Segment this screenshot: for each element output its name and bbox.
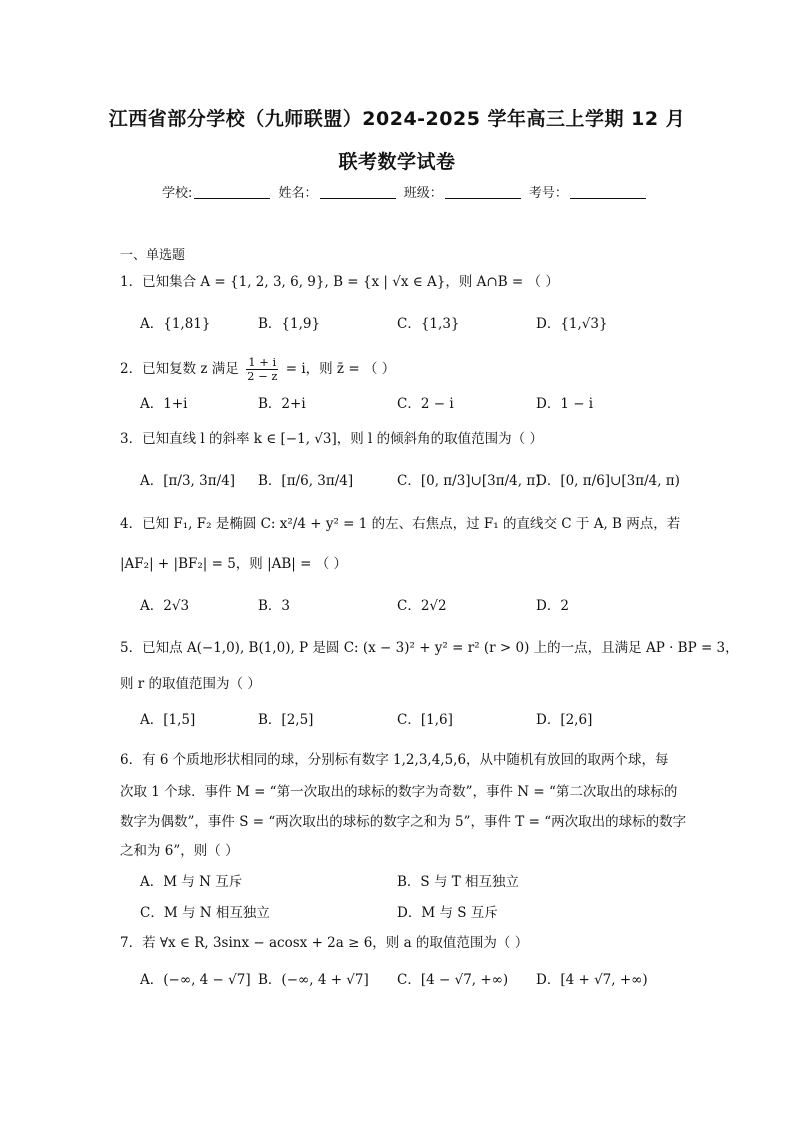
- class-blank[interactable]: [445, 186, 521, 199]
- q7-option-c[interactable]: [397, 970, 508, 990]
- question-text: 已知 F₁, F₂ 是椭圆 C: x²/4 + y² = 1 的左、右焦点，过 F₁ 的直线交 C 于 A, B 两点，若: [142, 516, 681, 532]
- option-text: {1,81}: [163, 316, 211, 332]
- exam-title-line1: 江西省部分学校（九师联盟）2024-2025 学年高三上学期 12 月: [108, 108, 686, 130]
- question-number: 5．: [120, 640, 143, 656]
- q7-option-b[interactable]: [258, 970, 369, 990]
- question-number: 4．: [120, 516, 143, 532]
- q1-option-c[interactable]: [397, 314, 460, 334]
- question-text: 之和为 6”，则（ ）: [120, 843, 239, 859]
- q6-option-b[interactable]: [397, 872, 519, 892]
- option-label: C．: [397, 316, 421, 332]
- option-label: C．: [397, 473, 421, 489]
- option-text: (−∞, 4 + √7]: [281, 972, 369, 988]
- question-text: = i，则 z̄ = （ ）: [285, 361, 396, 377]
- option-label: A．: [140, 712, 164, 728]
- option-label: A．: [140, 473, 164, 489]
- q7-option-a[interactable]: [140, 970, 251, 990]
- q6-option-c[interactable]: [140, 903, 270, 923]
- question-number: 2．: [120, 361, 143, 377]
- option-label: C．: [397, 972, 421, 988]
- question-text: ，则 A∩B = （ ）: [445, 274, 559, 290]
- q6-option-d[interactable]: [397, 903, 498, 923]
- question-1: [120, 272, 559, 292]
- option-label: D．: [536, 396, 561, 412]
- q3-option-b[interactable]: [258, 471, 353, 491]
- q7-option-d[interactable]: [536, 970, 648, 990]
- exam-title-line2: 联考数学试卷: [338, 151, 456, 173]
- option-label: C．: [140, 905, 164, 921]
- question-6-line2: [120, 782, 677, 802]
- option-text: 2: [560, 598, 569, 614]
- question-number: 7．: [120, 935, 143, 951]
- option-label: B．: [397, 874, 421, 890]
- question-math: A = {1, 2, 3, 6, 9}, B = {x | √x ∈ A}: [200, 274, 446, 290]
- question-4-line2: [120, 554, 347, 574]
- option-label: B．: [258, 316, 282, 332]
- option-label: A．: [140, 396, 164, 412]
- question-text: 已知复数 z 满足: [142, 361, 239, 377]
- question-text: 已知直线 l 的斜率 k ∈ [−1, √3]，则 l 的倾斜角的取值范围为（ ）: [142, 431, 543, 447]
- option-label: C．: [397, 598, 421, 614]
- option-text: [1,5]: [163, 712, 196, 728]
- question-6-line4: [120, 841, 239, 861]
- name-blank[interactable]: [320, 186, 396, 199]
- option-label: D．: [536, 712, 561, 728]
- option-label: D．: [536, 598, 561, 614]
- option-label: D．: [397, 905, 422, 921]
- option-text: 1+i: [163, 396, 188, 412]
- option-text: [π/6, 3π/4]: [281, 473, 354, 489]
- exam-no-label: 考号：: [528, 186, 568, 201]
- school-blank[interactable]: [194, 186, 270, 199]
- option-text: 1 − i: [560, 396, 594, 412]
- q4-option-d[interactable]: [536, 596, 569, 616]
- question-text: 则 r 的取值范围为（ ）: [120, 676, 261, 692]
- question-4: [120, 514, 680, 534]
- option-label: A．: [140, 874, 164, 890]
- q5-option-d[interactable]: [536, 710, 592, 730]
- option-text: {1,3}: [420, 316, 460, 332]
- question-number: 6．: [120, 752, 143, 768]
- question-text: 已知集合: [142, 274, 197, 290]
- question-5-line2: [120, 674, 261, 694]
- option-text: [2,6]: [560, 712, 593, 728]
- question-text: 有 6 个质地形状相同的球，分别标有数字 1,2,3,4,5,6，从中随机有放回的取两个球，每: [142, 752, 669, 768]
- question-2: [120, 356, 395, 383]
- q4-option-a[interactable]: [140, 596, 189, 616]
- question-3: [120, 429, 543, 449]
- school-label: 学校:: [162, 186, 193, 201]
- exam-no-blank[interactable]: [570, 186, 646, 199]
- name-label: 姓名：: [278, 186, 318, 201]
- option-text: 2√3: [163, 598, 190, 614]
- q5-option-c[interactable]: [397, 710, 453, 730]
- option-text: M 与 S 互斥: [421, 905, 498, 921]
- question-text: 次取 1 个球．事件 M = “第一次取出的球标的数字为奇数”，事件 N = “第二次取出的球标的: [120, 784, 678, 800]
- question-number: 1．: [120, 274, 143, 290]
- option-label: B．: [258, 473, 282, 489]
- question-6-line3: [120, 812, 686, 832]
- q2-option-a[interactable]: [140, 394, 187, 414]
- option-text: [π/3, 3π/4]: [163, 473, 235, 489]
- option-text: 2 − i: [420, 396, 454, 412]
- q5-option-b[interactable]: [258, 710, 313, 730]
- option-label: B．: [258, 972, 282, 988]
- student-info-line: [162, 182, 650, 201]
- option-text: {1,9}: [281, 316, 321, 332]
- fraction-numerator: 1 + i: [248, 355, 277, 369]
- class-label: 班级：: [403, 186, 443, 201]
- q3-option-c[interactable]: [397, 471, 540, 491]
- question-7: [120, 933, 528, 953]
- option-label: C．: [397, 712, 421, 728]
- q1-option-b[interactable]: [258, 314, 320, 334]
- option-text: (−∞, 4 − √7]: [163, 972, 251, 988]
- option-text: M 与 N 相互独立: [163, 905, 270, 921]
- q4-option-b[interactable]: [258, 596, 290, 616]
- question-text: |AF₂| + |BF₂| = 5，则 |AB| = （ ）: [120, 556, 348, 572]
- option-text: [0, π/6]∪[3π/4, π): [560, 473, 680, 489]
- fraction: [245, 356, 279, 383]
- question-text: 已知点 A(−1,0), B(1,0), P 是圆 C: (x − 3)² + y² = r² (r > 0) 上的一点，且满足 AP · BP = 3，: [142, 640, 739, 656]
- option-text: [4 − √7, +∞): [420, 972, 509, 988]
- option-label: D．: [536, 972, 561, 988]
- option-text: {1,√3}: [560, 316, 608, 332]
- question-text: 数字为偶数”，事件 S = “两次取出的球标的数字之和为 5”，事件 T = “两次取出的球标的数字: [120, 814, 687, 830]
- option-text: S 与 T 相互独立: [420, 874, 520, 890]
- q2-option-c[interactable]: [397, 394, 454, 414]
- option-text: 2+i: [281, 396, 306, 412]
- option-label: D．: [536, 316, 561, 332]
- option-label: B．: [258, 396, 282, 412]
- section-heading: 一、单选题: [120, 248, 186, 263]
- question-6: [120, 750, 669, 770]
- q3-option-d[interactable]: [536, 471, 680, 491]
- q3-option-a[interactable]: [140, 471, 235, 491]
- option-text: [0, π/3]∪[3π/4, π): [420, 473, 541, 489]
- q2-option-d[interactable]: [536, 394, 593, 414]
- option-label: C．: [397, 396, 421, 412]
- fraction-denominator: 2 − z: [247, 369, 278, 383]
- option-label: A．: [140, 972, 164, 988]
- option-text: [2,5]: [281, 712, 314, 728]
- option-text: [1,6]: [420, 712, 453, 728]
- option-label: B．: [258, 712, 282, 728]
- q4-option-c[interactable]: [397, 596, 447, 616]
- option-label: A．: [140, 316, 164, 332]
- q6-option-a[interactable]: [140, 872, 242, 892]
- q1-option-a[interactable]: [140, 314, 211, 334]
- option-text: 3: [281, 598, 291, 614]
- option-label: D．: [536, 473, 561, 489]
- option-label: B．: [258, 598, 282, 614]
- q5-option-a[interactable]: [140, 710, 195, 730]
- option-text: 2√2: [420, 598, 447, 614]
- option-text: M 与 N 互斥: [163, 874, 243, 890]
- option-label: A．: [140, 598, 164, 614]
- question-5: [120, 638, 739, 658]
- q1-option-d[interactable]: [536, 314, 608, 334]
- question-text: 若 ∀x ∈ R, 3sinx − acosx + 2a ≥ 6，则 a 的取值范围为（ ）: [142, 935, 529, 951]
- q2-option-b[interactable]: [258, 394, 306, 414]
- question-number: 3．: [120, 431, 143, 447]
- option-text: [4 + √7, +∞): [560, 972, 648, 988]
